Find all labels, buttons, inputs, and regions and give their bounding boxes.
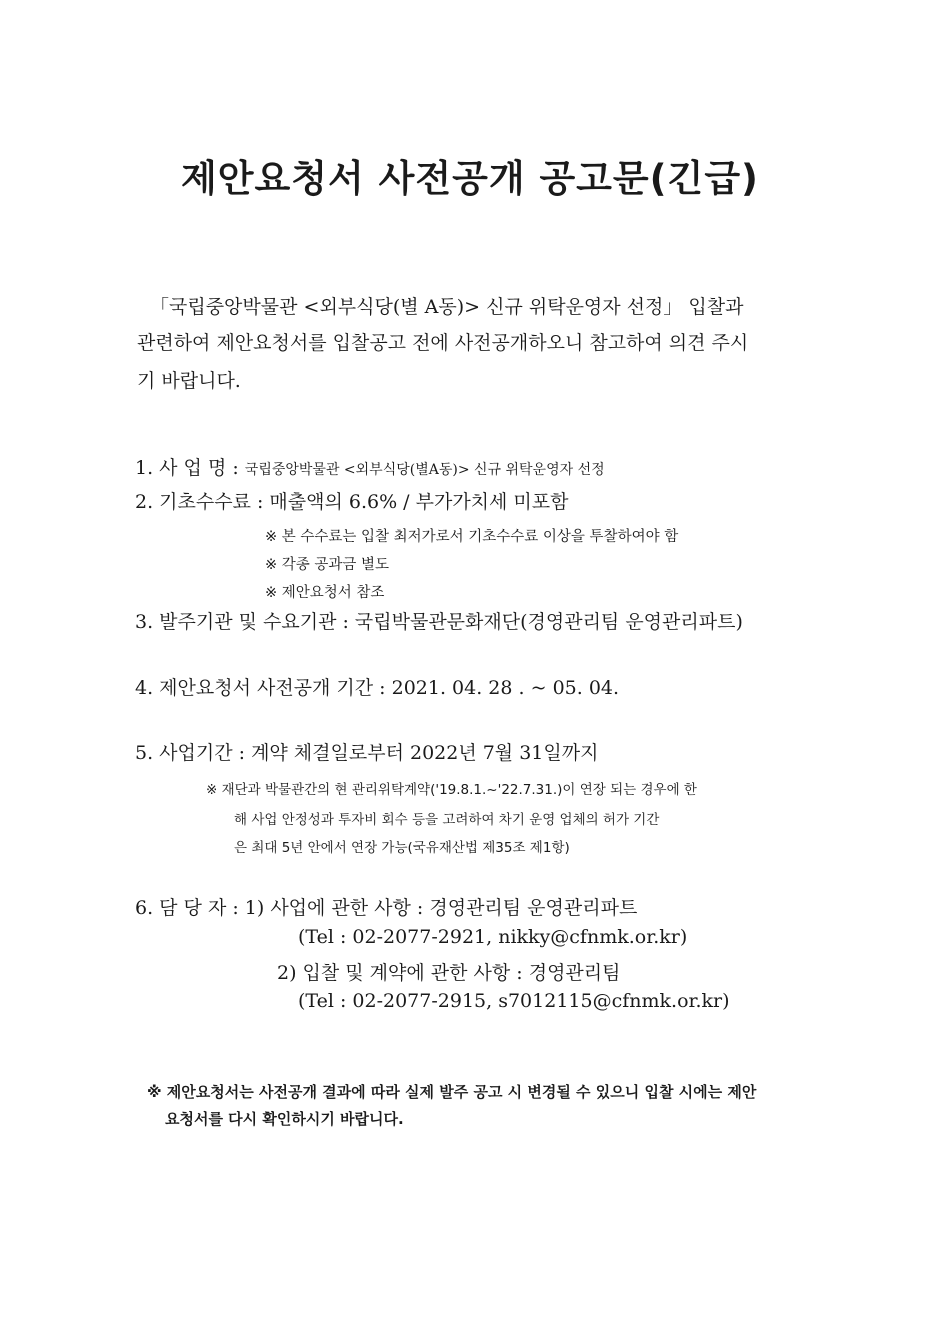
item-5-note-line-2: 해 사업 안정성과 투자비 회수 등을 고려하여 차기 운영 업체의 허가 기간 [234, 812, 660, 828]
page-title: 제안요청서 사전공개 공고문(긴급) [181, 157, 759, 200]
item-1 [135, 453, 605, 480]
item-5-note-line-1: ※ 재단과 박물관간의 현 관리위탁계약('19.8.1.~'22.7.31.)이 연장 되는 경우에 한 [206, 782, 697, 798]
item-6-line-1: 6. 담 당 자 : 1) 사업에 관한 사항 : 경영관리팀 운영관리파트 [135, 897, 638, 919]
item-5: 5. 사업기간 : 계약 체결일로부터 2022년 7월 31일까지 [135, 742, 599, 764]
intro-line-2: 관련하여 제안요청서를 입찰공고 전에 사전공개하오니 참고하여 의견 주시 [137, 332, 749, 354]
item-4: 4. 제안요청서 사전공개 기간 : 2021. 04. 28 . ~ 05. 04. [135, 677, 620, 699]
intro-line-1: 「국립중앙박물관 <외부식당(별 A동)> 신규 위탁운영자 선정」 입찰과 [150, 296, 744, 318]
item-2-note-2: ※ 각종 공과금 별도 [265, 557, 390, 573]
item-2-note-1: ※ 본 수수료는 입찰 최저가로서 기초수수료 이상을 투찰하여야 함 [265, 529, 679, 545]
item-3: 3. 발주기관 및 수요기관 : 국립박물관문화재단(경영관리팀 운영관리파트) [135, 611, 743, 633]
intro-line-3: 기 바랍니다. [137, 370, 241, 392]
item-6-tel-2: (Tel : 02-2077-2915, s7012115@cfnmk.or.kr) [298, 990, 730, 1012]
item-2-note-3: ※ 제안요청서 참조 [265, 585, 385, 601]
item-6-line-2: 2) 입찰 및 계약에 관한 사항 : 경영관리팀 [277, 962, 621, 984]
footer-note-line-1: ※ 제안요청서는 사전공개 결과에 따라 실제 발주 공고 시 변경될 수 있으니 입찰 시에는 제안 [147, 1083, 757, 1101]
item-6-tel-1: (Tel : 02-2077-2921, nikky@cfnmk.or.kr) [298, 926, 688, 948]
footer-note-line-2: 요청서를 다시 확인하시기 바랍니다. [165, 1110, 404, 1128]
item-2: 2. 기초수수료 : 매출액의 6.6% / 부가가치세 미포함 [135, 491, 569, 513]
item-5-note-line-3: 은 최대 5년 안에서 연장 가능(국유재산법 제35조 제1항) [234, 840, 570, 856]
item-1-value: 국립중앙박물관 <외부식당(별A동)> 신규 위탁운영자 선정 [244, 462, 605, 478]
item-1-label: 1. 사 업 명 : [135, 457, 239, 479]
